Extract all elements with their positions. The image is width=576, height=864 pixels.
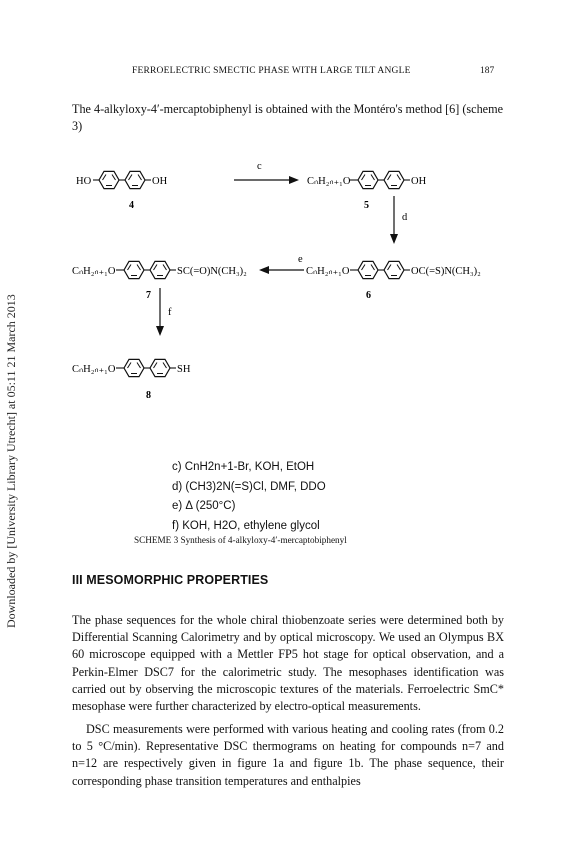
reagent-list [172, 458, 326, 536]
oh-label-5: OH [411, 176, 427, 187]
compound-7-number: 7 [146, 290, 151, 301]
compound-4-number: 4 [129, 200, 134, 211]
step-f-label: f [168, 307, 172, 318]
ho-label: HO [76, 176, 92, 187]
compound-6-number: 6 [366, 290, 371, 301]
section-heading: III MESOMORPHIC PROPERTIES [72, 573, 269, 587]
arrow-step-c [234, 161, 299, 184]
sc-group-label: SC(=O)N(CH₃)₂ [177, 266, 247, 277]
intro-paragraph: The 4-alkyloxy-4′-mercaptobiphenyl is obtained with the Montéro's method [6] (scheme 3) [72, 102, 503, 134]
scheme-caption: SCHEME 3 Synthesis of 4-alkyloxy-4′-mercaptobiphenyl [134, 535, 347, 545]
oc-group-label: OC(=S)N(CH₃)₂ [411, 266, 481, 277]
reagent-f: f) KOH, H2O, ethylene glycol [172, 519, 320, 532]
arrow-step-f [156, 288, 172, 336]
synthesis-scheme [64, 150, 524, 410]
body-paragraph-1: The phase sequences for the whole chiral thiobenzoate series were determined both by Differential Scanning Calorimetry and by optical microscopy. We used an Olympus BX 60 microscope equipped with a Mettler FP5 hot stage for optical observation, and a Perkin-Elmer DSC7 for the calorimetric study. The mesophases identification was carried out by observing the microscopic textures of the materials. Ferroelectric SmC* mesophase were further characterized by electro-optical measurements. [72, 613, 504, 714]
compound-5-number: 5 [364, 200, 369, 211]
oh-label: OH [152, 176, 168, 187]
download-watermark: Downloaded by [University Library Utrecht] at 05:11 21 March 2013 [4, 294, 18, 628]
reagent-e: e) Δ (250°C) [172, 500, 236, 512]
arrow-step-e [259, 254, 304, 274]
body-paragraph-2: DSC measurements were performed with various heating and cooling rates (from 0.2 to 5 °C/min). Representative DSC thermograms on heating for compounds n=7 and n=12 are respectively given in figure 1a and figure 1b. The phase sequence, their corresponding phase transition temperatures and enthalpies [72, 722, 504, 788]
alkyl-o-label-7: CₙH₂ₙ₊₁O [72, 266, 116, 277]
step-c-label: c [257, 161, 262, 172]
compound-8-number: 8 [146, 390, 151, 401]
compound-4-structure [76, 171, 168, 211]
alkyl-o-label-8: CₙH₂ₙ₊₁O [72, 364, 116, 375]
compound-5-structure [307, 171, 427, 211]
alkyl-o-label-6: CₙH₂ₙ₊₁O [306, 266, 350, 277]
compound-8-structure [72, 359, 191, 401]
running-header: FERROELECTRIC SMECTIC PHASE WITH LARGE TILT ANGLE [132, 66, 411, 76]
step-d-label: d [402, 212, 408, 223]
step-e-label: e [298, 254, 303, 265]
arrow-step-d [390, 196, 408, 244]
reagent-c: c) CnH2n+1-Br, KOH, EtOH [172, 461, 315, 473]
alkyl-o-label-5: CₙH₂ₙ₊₁O [307, 176, 351, 187]
sh-label: SH [177, 364, 191, 375]
page-number: 187 [480, 66, 495, 76]
compound-6-structure [306, 261, 481, 301]
reagent-d: d) (CH3)2N(=S)Cl, DMF, DDO [172, 480, 326, 493]
